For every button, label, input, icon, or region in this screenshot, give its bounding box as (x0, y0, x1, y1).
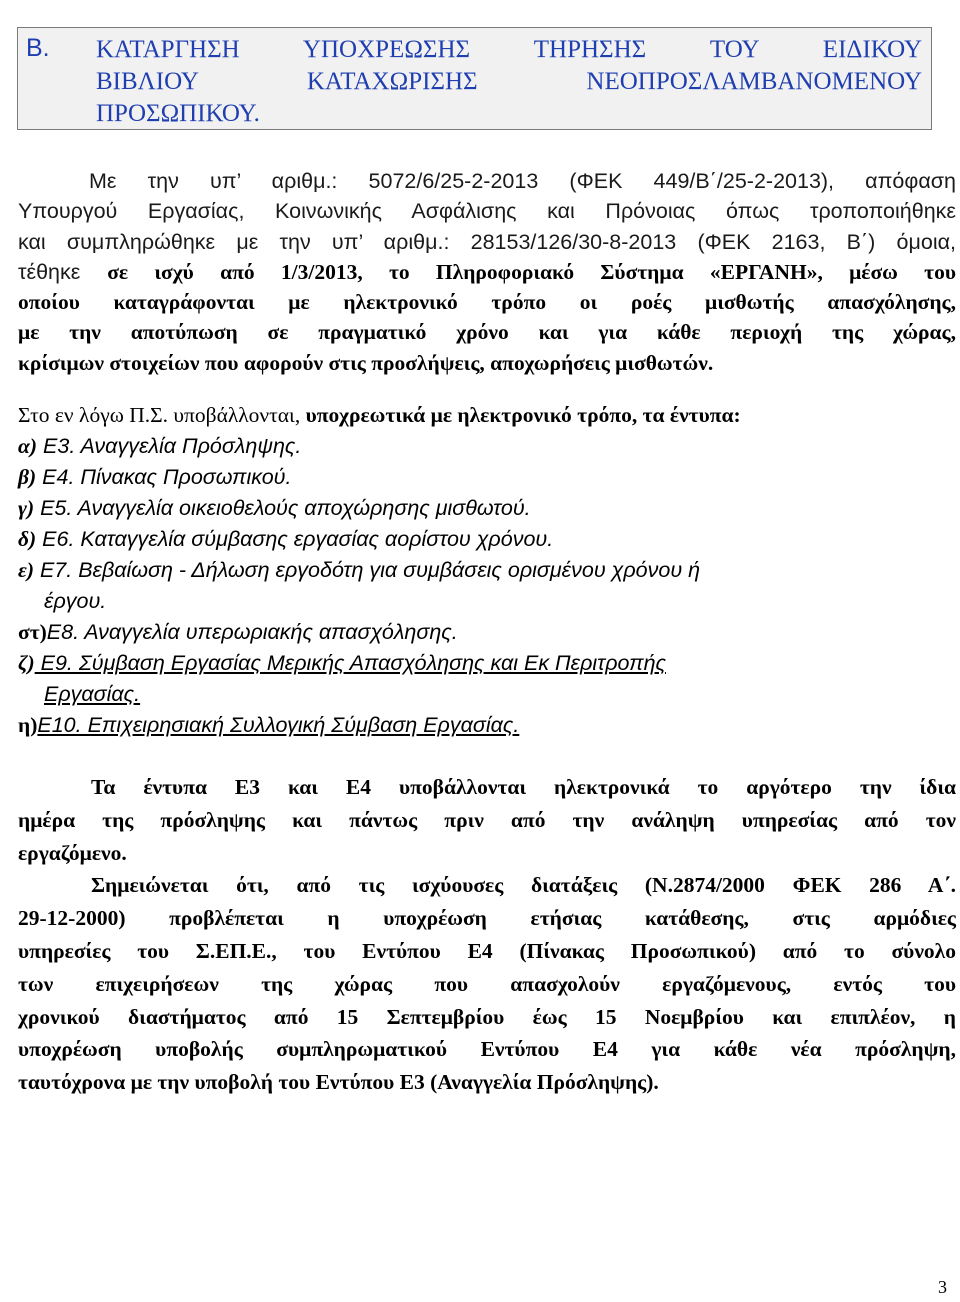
intro-bold-text: σε ισχύ από 1/3/2013, το Πληροφοριακό Σύστημα «ΕΡΓΑΝΗ», μέσω του (107, 259, 956, 284)
section-title-line: ΒΙΒΛΙΟΥ ΚΑΤΑΧΩΡΙΣΗΣ ΝΕΟΠΡΟΣΛΑΜΒΑΝΟΜΕΝΟΥ (96, 68, 922, 95)
list-marker: η) (18, 713, 38, 738)
deadline-line: των επιχειρήσεων της χώρας που απασχολούν εργαζόμενους, εντός του (18, 971, 956, 996)
list-item-text: Εργασίας. (44, 682, 141, 707)
list-item (18, 648, 956, 679)
forms-list (18, 400, 956, 741)
list-item-text: Ε5. Αναγγελία οικειοθελούς αποχώρησης μισθωτού. (34, 496, 531, 521)
forms-lead-text: Στο εν λόγω Π.Σ. υποβάλλονται, (18, 403, 306, 428)
list-item (18, 431, 956, 462)
list-marker: ζ) (18, 651, 35, 676)
intro-line: οποίου καταγράφονται με ηλεκτρονικό τρόπο οι ροές μισθωτής απασχόλησης, (18, 290, 956, 315)
list-item-continuation (18, 586, 956, 617)
list-marker: ε) (18, 558, 34, 583)
deadline-line: 29-12-2000) προβλέπεται η υποχρέωση ετήσιας κατάθεσης, στις αρμόδιες (18, 906, 956, 931)
deadline-line: υπηρεσίες του Σ.ΕΠ.Ε., του Εντύπου Ε4 (Πίνακας Προσωπικού) από το σύνολο (18, 939, 956, 964)
list-item (18, 462, 956, 493)
list-item-text: Ε6. Καταγγελία σύμβασης εργασίας αορίστου χρόνου. (36, 527, 554, 552)
list-marker: στ) (18, 620, 47, 645)
list-item (18, 555, 956, 586)
intro-line: με την αποτύπωση σε πραγματικό χρόνο και για κάθε περιοχή της χώρας, (18, 320, 956, 345)
list-marker: α) (18, 434, 38, 459)
section-letter: Β. (26, 34, 50, 62)
list-item (18, 617, 956, 648)
intro-text: τέθηκε (18, 259, 108, 284)
list-item (18, 710, 956, 741)
list-item-text: Ε9. Σύμβαση Εργασίας Μερικής Απασχόλησης και Εκ Περιτροπής (34, 651, 666, 676)
intro-line: Με την υπ’ αριθμ.: 5072/6/25-2-2013 (ΦΕΚ 449/Β΄/25-2-2013), απόφαση (89, 169, 956, 193)
list-item-text: έργου. (44, 589, 107, 614)
list-item (18, 524, 956, 555)
deadline-line: χρονικού διαστήματος από 15 Σεπτεμβρίου έως 15 Νοεμβρίου και επιπλέον, η (18, 1004, 956, 1029)
deadline-line: εργαζόμενο. (18, 840, 127, 865)
list-item-continuation (18, 679, 956, 710)
list-item-text: Ε10. Επιχειρησιακή Συλλογική Σύμβαση Εργασίας. (37, 713, 520, 738)
deadline-line: Τα έντυπα Ε3 και Ε4 υποβάλλονται ηλεκτρονικά το αργότερο την ίδια (91, 775, 956, 800)
forms-lead (18, 400, 956, 431)
intro-text: : 28153/126/30-8-2013 (ΦΕΚ 2163, Β΄) όμοια, (443, 229, 956, 254)
intro-line: κρίσιμων στοιχείων που αφορούν στις προσλήψεις, αποχωρήσεις μισθωτών. (18, 350, 714, 375)
intro-line (18, 257, 956, 287)
section-header (17, 27, 932, 130)
deadline-paragraph (18, 771, 956, 1099)
intro-text: και συμπληρώθηκε με την υπ’ αριθμ. (18, 229, 444, 254)
list-item-text: Ε8. Αναγγελία υπερωριακής απασχόλησης. (46, 620, 458, 645)
forms-lead-bold: υποχρεωτικά με ηλεκτρονικό τρόπο, τα έντυπα: (305, 403, 741, 428)
deadline-line: υποχρέωση υποβολής συμπληρωματικού Εντύπου Ε4 για κάθε νέα πρόσληψη, (18, 1037, 956, 1062)
list-marker: β) (18, 465, 37, 490)
list-item-text: Ε4. Πίνακας Προσωπικού. (36, 465, 292, 490)
deadline-line: ταυτόχρονα με την υποβολή του Εντύπου Ε3 (Αναγγελία Πρόσληψης). (18, 1070, 659, 1095)
intro-line (18, 227, 956, 257)
list-item-text: Ε7. Βεβαίωση - Δήλωση εργοδότη για συμβάσεις ορισμένου χρόνου ή (33, 558, 701, 583)
page-number: 3 (938, 1277, 947, 1297)
list-marker: δ) (18, 527, 37, 552)
section-title-line: ΠΡΟΣΩΠΙΚΟΥ. (96, 100, 260, 127)
list-item (18, 493, 956, 524)
section-title-line: ΚΑΤΑΡΓΗΣΗ ΥΠΟΧΡΕΩΣΗΣ ΤΗΡΗΣΗΣ ΤΟΥ ΕΙΔΙΚΟΥ (96, 36, 922, 63)
document-body (18, 166, 956, 1099)
list-item-text: Ε3. Αναγγελία Πρόσληψης. (37, 434, 302, 459)
list-marker: γ) (18, 496, 35, 521)
intro-line: Υπουργού Εργασίας, Κοινωνικής Ασφάλισης και Πρόνοιας όπως τροποποιήθηκε (18, 199, 956, 224)
deadline-line: ημέρα της πρόσληψης και πάντως πριν από την ανάληψη υπηρεσίας από τον (18, 807, 956, 832)
intro-paragraph (18, 166, 956, 378)
deadline-line: Σημειώνεται ότι, από τις ισχύουσες διατάξεις (Ν.2874/2000 ΦΕΚ 286 Α΄. (91, 873, 956, 898)
section-title (96, 34, 922, 130)
